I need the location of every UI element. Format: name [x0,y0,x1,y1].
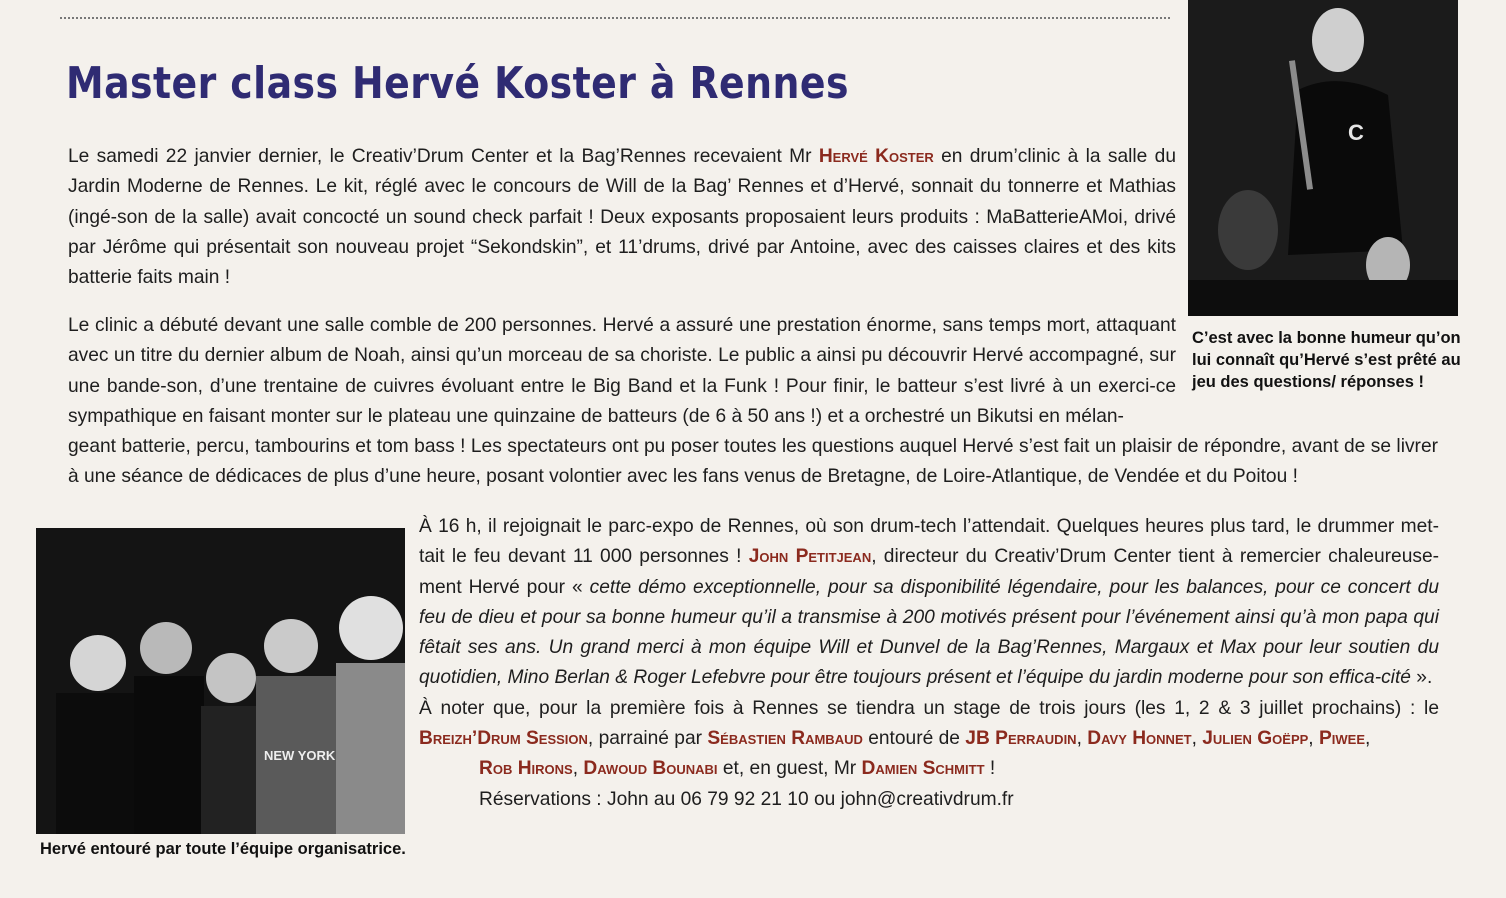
quote-text: cette démo exceptionnelle, pour sa disponibilité légendaire, pour les balances, pour ce concert du feu de dieu et pour sa bonne humeur qu’il a transmise à 200 motivés présent pour l’événement ainsi qu’à mon papa qui fêtait ses ans. Un grand merci à mon équipe Will et Dunvel de la Bag’Rennes, Margaux et Max pour leur soutien du quotidien, Mino Berlan & Roger Lefebvre pour être toujours présent et l’équipe du jardin moderne pour son effica-cité [419,576,1439,689]
text: et, en guest, Mr [717,758,862,780]
text: entouré de [862,728,966,750]
concert-photo [1188,0,1458,316]
person-name: Damien Schmitt [861,758,985,780]
text: , [572,758,584,780]
person-name: Hervé Koster [818,146,934,167]
paragraph-reservations: Réservations : John au 06 79 92 21 10 ou john@creativdrum.fr [479,788,1014,810]
text: , [1191,728,1203,750]
person-name: Davy Honnet [1087,728,1192,750]
text: , [1365,728,1371,750]
text: , [1076,728,1088,750]
dotted-rule [60,17,1170,19]
team-photo-illustration [36,528,405,834]
paragraph-clinic-part-b: geant batterie, percu, tambourins et tom bass ! Les spectateurs ont pu poser toutes les questions auquel Hervé s’est fait un plaisir de répondre, avant de se livrer à une séance de dédicaces de plus d’une heure, posant volontier avec les fans venus de Bretagne, de Loire-Atlantique, de Vendée et du Poitou ! [68,436,1438,488]
person-name: Dawoud Bounabi [583,758,718,780]
text: en drum’clinic à la salle du Jardin Moderne de Rennes. Le kit, réglé avec le concours de Will de la Bag’ Rennes et d’Hervé, sonnait du tonnerre et Mathias (ingé-son de la salle) avait concocté un sound check parfait ! Deux exposants proposaient leurs produits : MaBatterieAMoi, drivé par Jérôme qui présentait son nouveau projet “Sekondskin”, et 11’drums, drivé par Antoine, avec des caisses claires et des kits batterie faits main ! [68,146,1176,289]
paragraph-thanks [419,512,1439,694]
svg-text:C: C [1348,120,1364,145]
page-title: Master class Hervé Koster à Rennes [66,58,849,109]
person-name: Julien Goëpp [1202,728,1309,750]
concert-photo-illustration [1188,0,1458,316]
svg-text:NEW YORK: NEW YORK [264,748,336,763]
person-name: Sébastien Rambaud [707,728,863,750]
photo-caption-left: Hervé entouré par toute l’équipe organisatrice. [40,840,406,858]
paragraph-guests [479,754,1439,784]
person-name: Rob Hirons [479,758,573,780]
event-name: Breizh’Drum Session [419,728,588,750]
text: ». [1410,667,1433,689]
person-name: JB Perraudin [965,728,1077,750]
text: À noter que, pour la première fois à Rennes se tiendra un stage de trois jours (les 1, 2 & 3 juillet prochains) : le [419,697,1439,719]
paragraph-thanks-block [419,512,1439,815]
person-name: Piwee [1318,728,1365,750]
text: Le samedi 22 janvier dernier, le Creativ’Drum Center et la Bag’Rennes recevaient Mr [68,146,819,167]
paragraph-stage [419,694,1439,755]
person-name: John Petitjean [748,546,872,568]
team-photo [36,528,405,834]
paragraph-clinic-part-a: Le clinic a débuté devant une salle comble de 200 personnes. Hervé a assuré une prestation énorme, sans temps mort, attaquant avec un titre du dernier album de Noah, ainsi qu’un morceau de sa choriste. Le public a ainsi pu découvrir Hervé accompagné, sur une bande-son, d’une trentaine de cuivres évoluant entre le Big Band et la Funk ! Pour finir, le batteur s’est livré à un exerci-ce sympathique en faisant monter sur le plateau une quinzaine de batteurs (de 6 à 50 ans !) et a orchestré un Bikutsi en mélan- [68,315,1176,427]
text: , [1308,728,1319,750]
paragraph-intro [68,142,1176,293]
text: , parrainé par [587,728,708,750]
text: , directeur du Creativ’Drum Center tient à remercier chaleureuse-ment Hervé pour « [419,546,1440,598]
text: ! [984,758,996,780]
photo-caption-top: C’est avec la bonne humeur qu’on lui connaît qu’Hervé s’est prêté au jeu des questions/ réponses ! [1192,329,1461,391]
text: À 16 h, il rejoignait le parc-expo de Rennes, où son drum-tech l’attendait. Quelques heures plus tard, le drummer met-tait le feu devant 11 000 personnes ! [419,516,1439,568]
